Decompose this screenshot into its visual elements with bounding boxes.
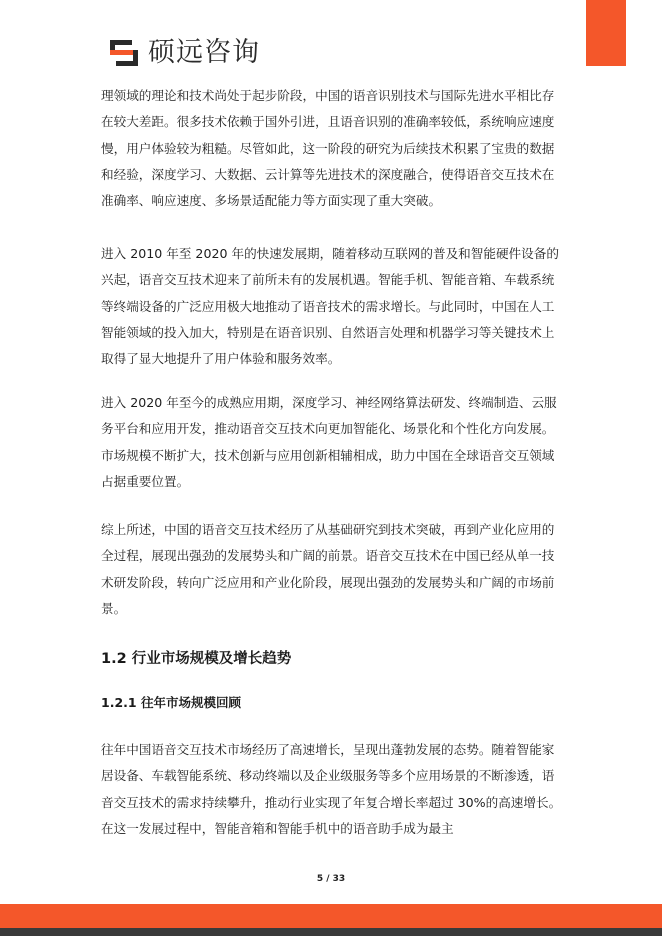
body-paragraph: 进入 2020 年至今的成熟应用期，深度学习、神经网络算法研发、终端制造、云服务平台和应用开发，推动语音交互技术向更加智能化、场景化和个性化方向发展。市场规模不断扩大，技术创新与应用创新相辅相成，助力中国在全球语音交互领域占据重要位置。 <box>101 395 557 489</box>
body-paragraph: 进入 2010 年至 2020 年的快速发展期，随着移动互联网的普及和智能硬件设备的兴起，语音交互技术迎来了前所未有的发展机遇。智能手机、智能音箱、车载系统等终端设备的广泛应用极大地推动了语音技术的需求增长。与此同时，中国在人工智能领域的投入加大，特别是在语音识别、自然语言处理和机器学习等关键技术上取得了显大地提升了用户体验和服务效率。 <box>101 246 559 367</box>
subsection-heading: 1.2.1 往年市场规模回顾 <box>101 695 241 710</box>
body-paragraph: 往年中国语音交互技术市场经历了高速增长，呈现出蓬勃发展的态势。随着智能家居设备、车载智能系统、移动终端以及企业级服务等多个应用场景的不断渗透，语音交互技术的需求持续攀升，推动行业实现了年复合增长率超过 30%的高速增长。在这一发展过程中，智能音箱和智能手机中的语音助手成为最主 <box>101 742 562 836</box>
company-logo <box>108 36 260 70</box>
footer-accent-bar <box>0 904 662 928</box>
corner-accent-bar <box>586 0 626 66</box>
page-number: 5 / 33 <box>316 874 346 884</box>
section-heading: 1.2 行业市场规模及增长趋势 <box>101 651 292 667</box>
body-paragraph: 综上所述，中国的语音交互技术经历了从基础研究到技术突破，再到产业化应用的全过程，展现出强劲的发展势头和广阔的前景。语音交互技术在中国已经从单一技术研发阶段，转向广泛应用和产业化阶段，展现出强劲的发展势头和广阔的市场前景。 <box>101 522 555 616</box>
logo-text: 硕远咨询 <box>148 37 260 68</box>
logo-icon <box>108 37 140 69</box>
footer-bottom-bar <box>0 928 662 936</box>
body-paragraph: 理领域的理论和技术尚处于起步阶段，中国的语音识别技术与国际先进水平相比存在较大差距。很多技术依赖于国外引进，且语音识别的准确率较低，系统响应速度慢，用户体验较为粗糙。尽管如此，这一阶段的研究为后续技术积累了宝贵的数据和经验，深度学习、大数据、云计算等先进技术的深度融合，使得语音交互技术在准确率、响应速度、多场景适配能力等方面实现了重大突破。 <box>101 88 555 209</box>
